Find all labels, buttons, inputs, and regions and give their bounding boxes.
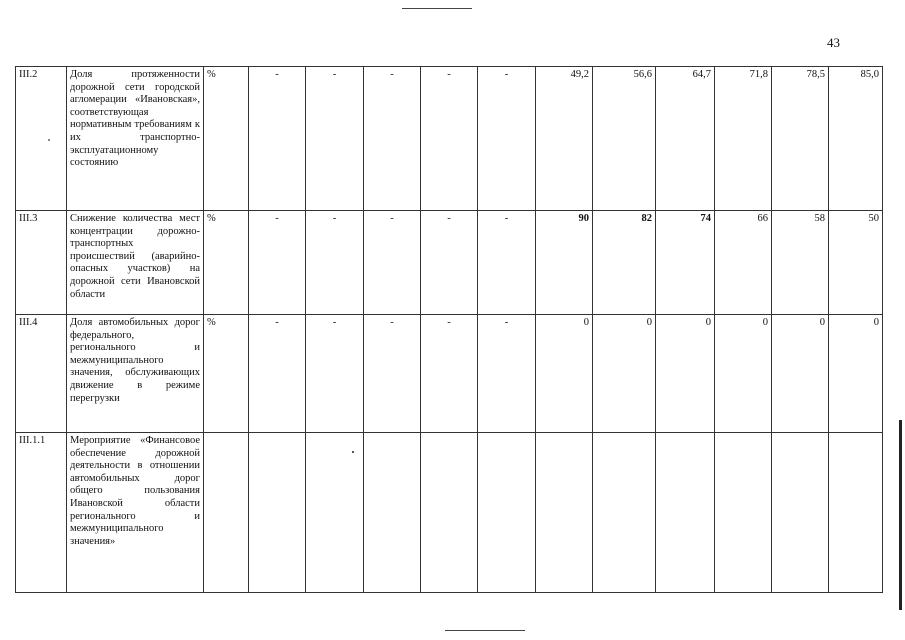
dash-cell: - [421,67,478,211]
value-cell: 74 [656,211,715,315]
value-cell: 0 [772,315,829,433]
dash-cell: - [306,211,364,315]
dash-cell: - [478,67,536,211]
value-cell [593,433,656,593]
dash-cell: - [478,211,536,315]
value-cell: 82 [593,211,656,315]
dash-cell [478,433,536,593]
value-cell: 50 [829,211,883,315]
scan-edge-mark [899,420,902,610]
table-row [16,67,883,211]
row-code: III.1.1 [16,433,67,593]
dash-cell: - [306,67,364,211]
dash-cell: - [364,67,421,211]
row-description: Доля протяженности дорожной сети городской агломерации «Ивановская», соответствующая нормативным требованиям к их транспортно-эксплуатационному состоянию [67,67,204,211]
value-cell [715,433,772,593]
dash-cell: - [364,211,421,315]
page-number: 43 [827,35,840,50]
row-code: III.4 [16,315,67,433]
value-cell: 0 [593,315,656,433]
dash-cell: - [421,315,478,433]
row-description: Доля автомобильных дорог федерального, регионального и межмуниципального значения, обслуживающих движение в режиме перегрузки [67,315,204,433]
row-unit [204,433,249,593]
dash-cell: - [364,315,421,433]
value-cell: 58 [772,211,829,315]
value-cell [536,433,593,593]
dash-cell: - [306,315,364,433]
value-cell: 71,8 [715,67,772,211]
row-code: III.3 [16,211,67,315]
dash-cell: - [478,315,536,433]
value-cell: 78,5 [772,67,829,211]
row-unit: % [204,315,249,433]
row-unit: % [204,211,249,315]
value-cell: 0 [536,315,593,433]
top-rule [402,8,472,9]
value-cell [772,433,829,593]
value-cell: 56,6 [593,67,656,211]
value-cell: 0 [715,315,772,433]
table-row [16,433,883,593]
value-cell [656,433,715,593]
value-cell: 85,0 [829,67,883,211]
value-cell: 0 [656,315,715,433]
row-code: III.2 [16,67,67,211]
dash-cell [249,433,306,593]
value-cell: 64,7 [656,67,715,211]
dash-cell [306,433,364,593]
value-cell: 0 [829,315,883,433]
dash-cell: - [421,211,478,315]
value-cell [829,433,883,593]
dash-cell: - [249,211,306,315]
indicators-table [15,66,883,593]
dash-cell: - [249,315,306,433]
dash-cell [421,433,478,593]
table-row [16,315,883,433]
value-cell: 49,2 [536,67,593,211]
dash-cell [364,433,421,593]
dash-cell: - [249,67,306,211]
scan-speck [352,451,354,453]
row-description: Мероприятие «Финансовое обеспечение дорожной деятельности в отношении автомобильных дорог общего пользования Ивановской области регионального и межмуниципального значения» [67,433,204,593]
row-description: Снижение количества мест концентрации дорожно-транспортных происшествий (аварийно-опасных участков) на дорожной сети Ивановской области [67,211,204,315]
bottom-rule [445,630,525,631]
value-cell: 66 [715,211,772,315]
row-unit: % [204,67,249,211]
value-cell: 90 [536,211,593,315]
table-row [16,211,883,315]
